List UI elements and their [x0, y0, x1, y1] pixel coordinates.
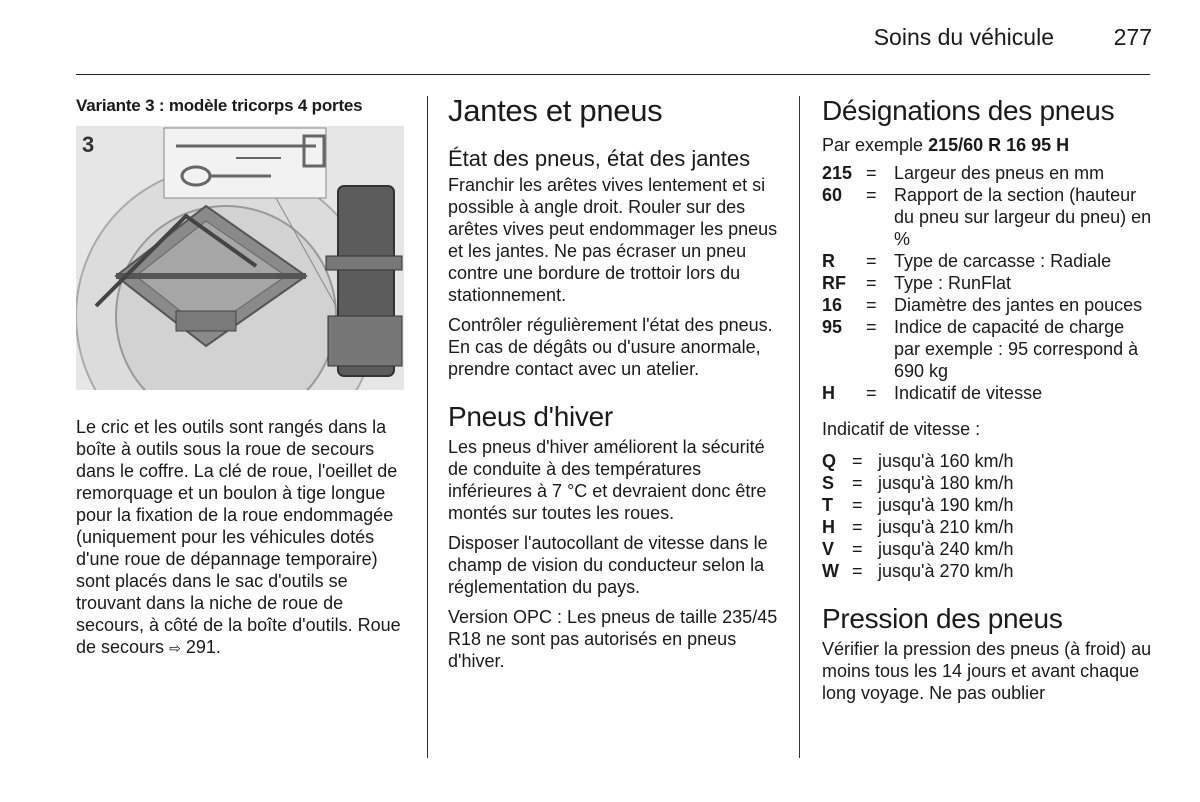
- speed-index-intro: Indicatif de vitesse :: [822, 419, 981, 439]
- illustration-svg: [76, 126, 404, 390]
- equals-sign: =: [866, 251, 877, 271]
- equals-sign: =: [866, 273, 877, 293]
- equals-sign: =: [866, 185, 877, 205]
- designation-value: Type : RunFlat: [894, 273, 1012, 293]
- designation-value: Diamètre des jantes en pouces: [894, 295, 1143, 315]
- list-item: [822, 494, 1152, 516]
- section-title-rims-tyres: Jantes et pneus: [448, 93, 663, 128]
- figure-caption: Variante 3 : modèle tricorps 4 portes: [76, 96, 363, 115]
- page-number: 277: [1113, 24, 1152, 50]
- designation-key: R: [822, 251, 835, 271]
- designation-value: Indice de capacité de charge par exemple : 95 correspond à 690 kg: [894, 317, 1139, 381]
- speed-key: S: [822, 473, 835, 493]
- speed-key: V: [822, 539, 835, 559]
- column-divider-2: [799, 96, 800, 758]
- speed-index-list: [822, 450, 1152, 582]
- list-item: [822, 162, 1152, 184]
- designation-key: 95: [822, 317, 843, 337]
- equals-sign: =: [852, 495, 863, 515]
- list-item: [822, 250, 1152, 272]
- designation-value: Type de carcasse : Radiale: [894, 251, 1112, 271]
- speed-value: jusqu'à 240 km/h: [878, 539, 1014, 559]
- column-right: [822, 92, 1152, 712]
- page-reference: 291.: [185, 637, 221, 657]
- speed-key: H: [822, 517, 835, 537]
- designation-key: 60: [822, 185, 843, 205]
- equals-sign: =: [852, 539, 863, 559]
- list-item: [822, 184, 1152, 250]
- speed-value: jusqu'à 210 km/h: [878, 517, 1014, 537]
- subsection-title-condition: État des pneus, état des jantes: [448, 146, 751, 171]
- designation-key: 215: [822, 163, 853, 183]
- jack-description: [76, 416, 406, 659]
- speed-key: T: [822, 495, 833, 515]
- column-middle: [448, 92, 780, 680]
- example-value: 215/60 R 16 95 H: [928, 135, 1070, 155]
- winter-paragraph-1: Les pneus d'hiver améliorent la sécurité de conduite à des températures inférieures à 7 °C et devraient donc être montés sur toutes les roues.: [448, 437, 767, 523]
- designation-value: Indicatif de vitesse: [894, 383, 1043, 403]
- page-header-title: Soins du véhicule: [873, 24, 1054, 50]
- section-title-winter-tyres: Pneus d'hiver: [448, 401, 613, 432]
- equals-sign: =: [866, 317, 877, 337]
- designation-value: Rapport de la section (hauteur du pneu sur largeur du pneu) en %: [894, 185, 1152, 249]
- column-divider-1: [427, 96, 428, 758]
- speed-value: jusqu'à 180 km/h: [878, 473, 1014, 493]
- speed-key: W: [822, 561, 839, 581]
- designation-example: [822, 134, 1152, 156]
- section-title-designations: Désignations des pneus: [822, 95, 1115, 126]
- list-item: [822, 450, 1152, 472]
- list-item: [822, 272, 1152, 294]
- jack-description-text: Le cric et les outils sont rangés dans la boîte à outils sous la roue de secours dans le coffre. La clé de roue, l'oeillet de remorquage et un boulon à tige longue pour la fixation de la roue endommagée (uniquement pour les véhicules dotés d'une roue de dépannage temporaire) sont placés dans le sac d'outils se trouvant dans la niche de roue de secours, à côté de la boîte d'outils. Roue de secours: [76, 417, 401, 657]
- list-item: [822, 316, 1152, 382]
- designation-list: [822, 162, 1152, 404]
- section-title-tyre-pressure: Pression des pneus: [822, 603, 1063, 634]
- speed-value: jusqu'à 160 km/h: [878, 451, 1014, 471]
- equals-sign: =: [866, 295, 877, 315]
- winter-paragraph-2: Disposer l'autocollant de vitesse dans le champ de vision du conducteur selon la réglementation du pays.: [448, 533, 768, 597]
- header-divider: [76, 74, 1150, 75]
- example-prefix: Par exemple: [822, 135, 924, 155]
- list-item: [822, 560, 1152, 582]
- winter-paragraph-3: Version OPC : Les pneus de taille 235/45 R18 ne sont pas autorisés en pneus d'hiver.: [448, 607, 778, 671]
- list-item: [822, 472, 1152, 494]
- page-reference-arrow-icon: ⇨: [169, 640, 181, 656]
- speed-value: jusqu'à 270 km/h: [878, 561, 1014, 581]
- speed-value: jusqu'à 190 km/h: [878, 495, 1014, 515]
- column-left: [76, 92, 406, 667]
- condition-paragraph-1: Franchir les arêtes vives lentement et si possible à angle droit. Rouler sur des arêtes vives peut endommager les pneus et les jantes. Ne pas écraser un pneu contre une bordure de trottoir lors du stationnement.: [448, 175, 778, 305]
- list-item: [822, 516, 1152, 538]
- condition-paragraph-2: Contrôler régulièrement l'état des pneus. En cas de dégâts ou d'usure anormale, prendre contact avec un atelier.: [448, 315, 773, 379]
- equals-sign: =: [852, 451, 863, 471]
- designation-value: Largeur des pneus en mm: [894, 163, 1105, 183]
- list-item: [822, 294, 1152, 316]
- equals-sign: =: [852, 473, 863, 493]
- figure-number: 3: [82, 132, 95, 157]
- list-item: [822, 382, 1152, 404]
- equals-sign: =: [866, 383, 877, 403]
- equals-sign: =: [852, 561, 863, 581]
- equals-sign: =: [866, 163, 877, 183]
- designation-key: 16: [822, 295, 843, 315]
- jack-toolbox-illustration: [76, 126, 404, 390]
- speed-key: Q: [822, 451, 837, 471]
- designation-key: H: [822, 383, 835, 403]
- pressure-paragraph: Vérifier la pression des pneus (à froid) au moins tous les 14 jours et avant chaque long voyage. Ne pas oublier: [822, 639, 1152, 703]
- equals-sign: =: [852, 517, 863, 537]
- designation-key: RF: [822, 273, 846, 293]
- list-item: [822, 538, 1152, 560]
